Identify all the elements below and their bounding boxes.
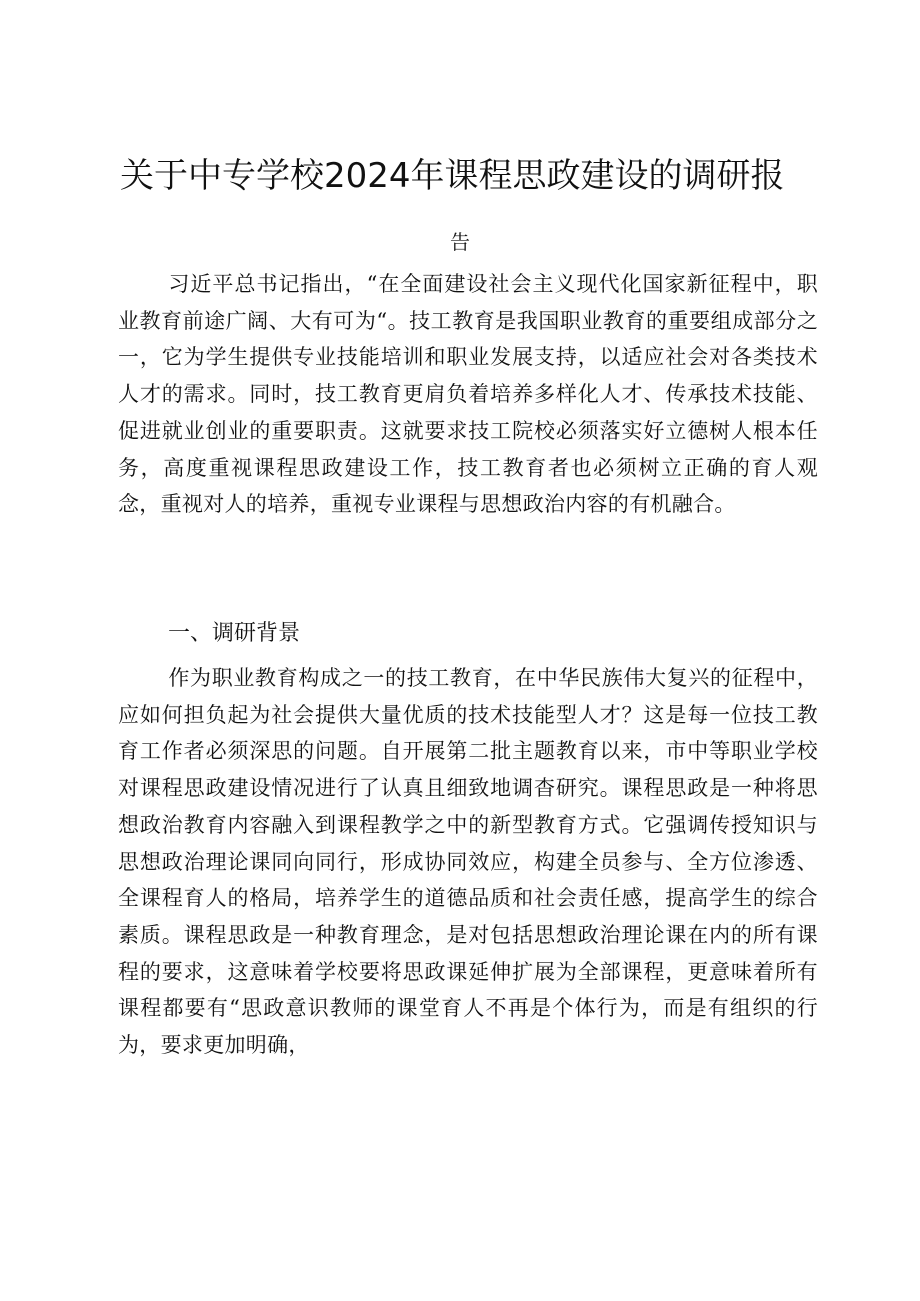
section-heading-research-background: 一、调研背景 [168, 621, 301, 646]
background-paragraph: 作为职业教育构成之一的技工教育，在中华民族伟大复兴的征程中，应如何担负起为社会提供大量优质的技术技能型人才？这是每一位技工教育工作者必须深思的问题。自开展第二批主题教育以来，市中等职业学校对课程思政建设情况进行了认真且细致地调杳研究。课程思政是一种将思想政治教育内容融入到课程教学之中的新型教育方式。它强调传授知识与思想政治理论课同向同行，形成协同效应，构建全员参与、全方位渗透、全课程育人的格局，培养学生的道德品质和社会责任感，提高学生的综合素质。课程思政是一种教育理念，是对包括思想政治理论课在内的所有课程的要求，这意味着学校要将思政课延伸扩展为全部课程，更意味着所有课程都要有“思政意识教师的课堂育人不再是个体行为，而是有组织的行为，要求更加明确， [118, 666, 818, 1058]
intro-paragraph: 习近平总书记指出，“在全面建设社会主义现代化国家新征程中，职业教育前途广阔、大有可为“。技工教育是我国职业教育的重要组成部分之一，它为学生提供专业技能培训和职业发展支持，以适应社会对各类技术人才的需求。同时，技工教育更肩负着培养多样化人才、传承技术技能、促进就业创业的重要职责。这就要求技工院校必须落实好立德树人根本任务，高度重视课程思政建设工作，技工教育者也必须树立正确的育人观念，重视对人的培养，重视专业课程与思想政治内容的有机融合。 [118, 272, 818, 517]
document-title-continuation: 告 [450, 230, 470, 254]
document-title: 关于中专学校2024年课程思政建设的调研报 [120, 156, 785, 196]
